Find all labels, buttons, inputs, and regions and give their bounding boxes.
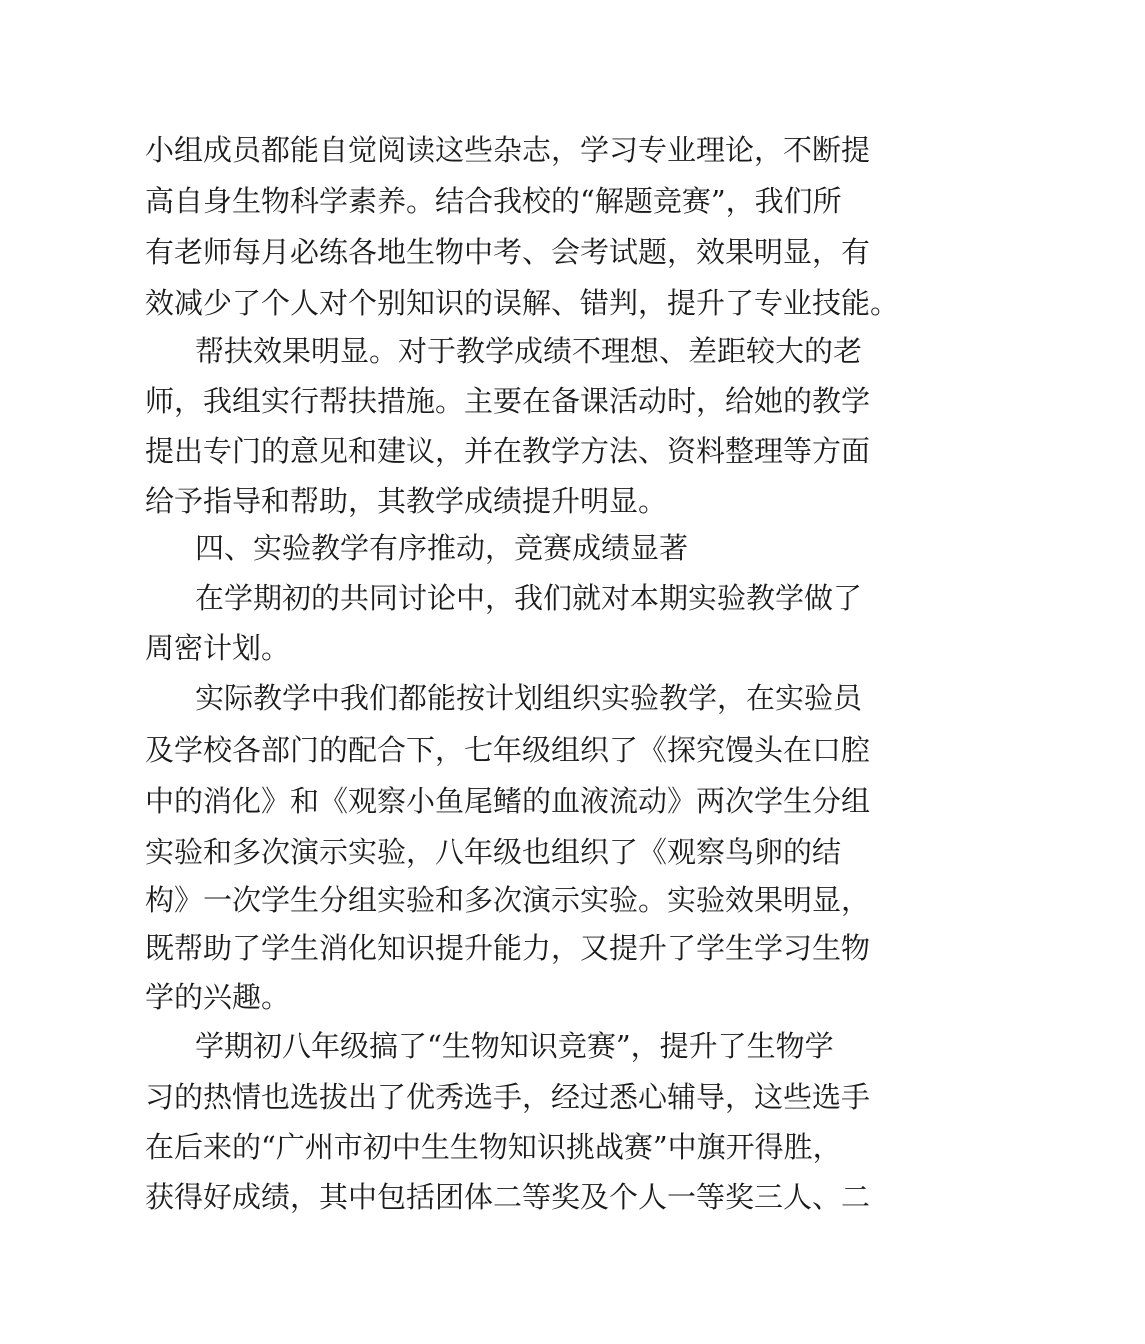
text-line: 给予指导和帮助，其教学成绩提升明显。 <box>145 484 668 518</box>
text-line: 效减少了个人对个别知识的误解、错判，提升了专业技能。 <box>145 286 900 320</box>
text-line: 提出专门的意见和建议，并在教学方法、资料整理等方面 <box>145 434 871 468</box>
text-line: 中的消化》和《观察小鱼尾鳍的血液流动》两次学生分组 <box>145 784 871 818</box>
text-line: 习的热情也选拔出了优秀选手，经过悉心辅导，这些选手 <box>145 1080 871 1114</box>
text-line: 在后来的“广州市初中生生物知识挑战赛”中旗开得胜， <box>145 1130 842 1164</box>
text-line: 有老师每月必练各地生物中考、会考试题，效果明显，有 <box>145 235 871 269</box>
text-line: 学期初八年级搞了“生物知识竞赛”，提升了生物学 <box>195 1029 834 1063</box>
text-line: 获得好成绩，其中包括团体二等奖及个人一等奖三人、二 <box>145 1180 871 1214</box>
text-line: 小组成员都能自觉阅读这些杂志，学习专业理论，不断提 <box>145 133 871 167</box>
text-line: 帮扶效果明显。对于教学成绩不理想、差距较大的老 <box>195 334 863 368</box>
text-line: 学的兴趣。 <box>145 980 291 1014</box>
text-line: 实验和多次演示实验，八年级也组织了《观察鸟卵的结 <box>145 835 842 869</box>
section-heading: 四、实验教学有序推动，竞赛成绩显著 <box>195 531 689 565</box>
text-line: 及学校各部门的配合下，七年级组织了《探究馒头在口腔 <box>145 733 871 767</box>
text-line: 在学期初的共同讨论中，我们就对本期实验教学做了 <box>195 581 863 615</box>
text-line: 高自身生物科学素养。结合我校的“解题竞赛”，我们所 <box>145 184 842 218</box>
text-line: 实际教学中我们都能按计划组织实验教学，在实验员 <box>195 681 863 715</box>
text-line: 周密计划。 <box>145 631 291 665</box>
text-line: 师，我组实行帮扶措施。主要在备课活动时，给她的教学 <box>145 384 871 418</box>
text-line: 构》一次学生分组实验和多次演示实验。实验效果明显， <box>145 883 871 917</box>
text-line: 既帮助了学生消化知识提升能力，又提升了学生学习生物 <box>145 931 871 965</box>
